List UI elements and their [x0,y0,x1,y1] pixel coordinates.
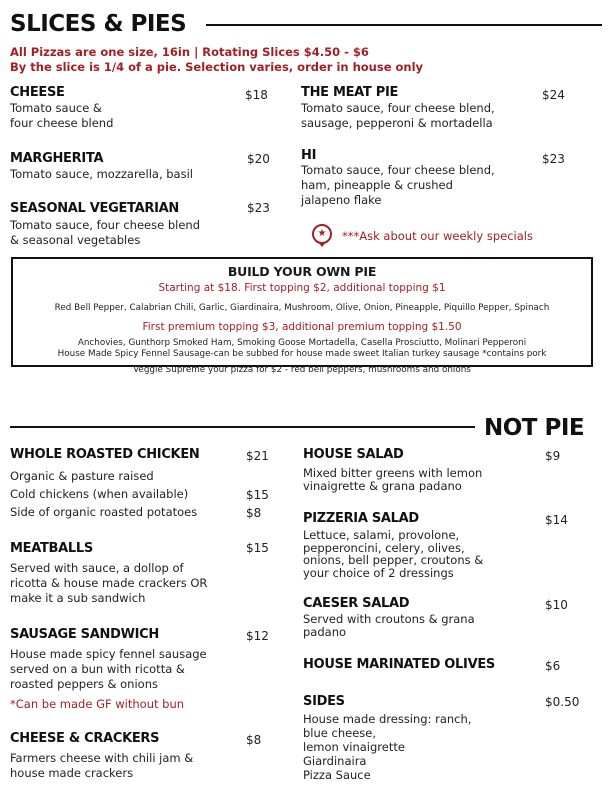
menu-item-price: $23 [542,152,565,166]
specials-note: ***Ask about our weekly specials [342,229,533,243]
menu-item-price: $0.50 [545,695,580,709]
build-pricing: Starting at $18. First topping $2, additional topping $1 [158,282,446,294]
heading-rule [206,24,602,26]
premium-topping-list: House Made Spicy Fennel Sausage-can be subbed for house made sweet Italian turkey sausage *contains pork [57,349,547,359]
heading-rule [10,426,475,428]
menu-item-description: Cold chickens (when available) [10,487,189,501]
menu-item-name: HOUSE MARINATED OLIVES [303,657,495,672]
menu-item-description: Tomato sauce, four cheese blend & seasonal vegetables [10,218,200,247]
gf-note: *Can be made GF without bun [10,697,185,711]
menu-item-name: CHEESE & CRACKERS [10,731,160,746]
menu-item-price: $14 [545,513,568,527]
menu-item-price: $8 [246,506,262,520]
speech-tail-icon [318,242,326,247]
menu-item-description: House made spicy fennel sausage served on a bun with ricotta & roasted peppers & onions [10,647,207,691]
menu-item-price: $9 [545,449,561,463]
size-note: All Pizzas are one size, 16in | Rotating Slices $4.50 - $6 [10,45,369,59]
veggie-supreme-note: Veggie Supreme your pizza for $2 - red bell peppers, mushrooms and onions [133,365,471,375]
menu-item-description: Served with sauce, a dollop of ricotta & house made crackers OR make it a sub sandwich [10,561,208,605]
menu-item-description: House made dressing: ranch, blue cheese, lemon vinaigrette Giardinaira Pizza Sauce [303,712,472,782]
menu-item-name: PIZZERIA SALAD [303,511,419,526]
menu-item-name: THE MEAT PIE [301,85,399,100]
topping-list: Red Bell Pepper, Calabrian Chili, Garlic, Giardinaira, Mushroom, Olive, Onion, Pineapple, Piquillo Pepper, Spinach [54,303,550,313]
menu-item-price: $15 [246,488,269,502]
section-heading-slices-pies: SLICES & PIES [10,11,187,37]
menu-item-name: MARGHERITA [10,151,104,166]
premium-pricing: First premium topping $3, additional premium topping $1.50 [142,321,462,333]
menu-item-price: $21 [246,449,269,463]
menu-item-price: $20 [247,152,270,166]
menu-item-price: $15 [246,541,269,555]
star-speech-icon: ★ [312,224,332,244]
menu-item-name: CHEESE [10,85,65,100]
menu-item-description: Farmers cheese with chili jam & house made crackers [10,751,194,780]
menu-item-description: Lettuce, salami, provolone, pepperoncini, celery, olives, onions, bell pepper, croutons & your choice of 2 dressings [303,528,484,580]
menu-item-price: $12 [246,629,269,643]
menu-item-name: WHOLE ROASTED CHICKEN [10,447,200,462]
premium-topping-list: Anchovies, Gunthorp Smoked Ham, Smoking Goose Mortadella, Casella Prosciutto, Molinari Pepperoni [77,338,527,348]
section-heading-not-pie: NOT PIE [484,415,585,441]
menu-item-price: $8 [246,733,262,747]
menu-item-description: Tomato sauce, four cheese blend, sausage, pepperoni & mortadella [301,101,495,130]
menu-item-name: HOUSE SALAD [303,447,404,462]
menu-item-name: SIDES [303,694,345,709]
build-your-own-box [11,257,593,375]
menu-item-description: Organic & pasture raised [10,469,154,483]
slice-note: By the slice is 1/4 of a pie. Selection varies, order in house only [10,60,424,74]
menu-item-price: $24 [542,88,565,102]
menu-item-price: $10 [545,598,568,612]
menu-item-name: SAUSAGE SANDWICH [10,627,159,642]
menu-item-name: CAESER SALAD [303,596,410,611]
build-title: BUILD YOUR OWN PIE [227,264,377,279]
menu-item-description: Mixed bitter greens with lemon vinaigrette & grana padano [303,466,483,493]
menu-item-price: $6 [545,659,561,673]
menu-item-name: MEATBALLS [10,541,93,556]
menu-item-description: Served with croutons & grana padano [303,612,475,639]
menu-item-description: Side of organic roasted potatoes [10,505,198,519]
menu-item-name: HI [301,148,317,163]
menu-item-name: SEASONAL VEGETARIAN [10,201,179,216]
menu-item-price: $18 [245,88,268,102]
menu-item-description: Tomato sauce, four cheese blend, ham, pineapple & crushed jalapeno flake [301,163,495,207]
menu-item-price: $23 [247,201,270,215]
menu-item-description: Tomato sauce, mozzarella, basil [10,167,193,181]
menu-item-description: Tomato sauce & four cheese blend [10,101,114,130]
